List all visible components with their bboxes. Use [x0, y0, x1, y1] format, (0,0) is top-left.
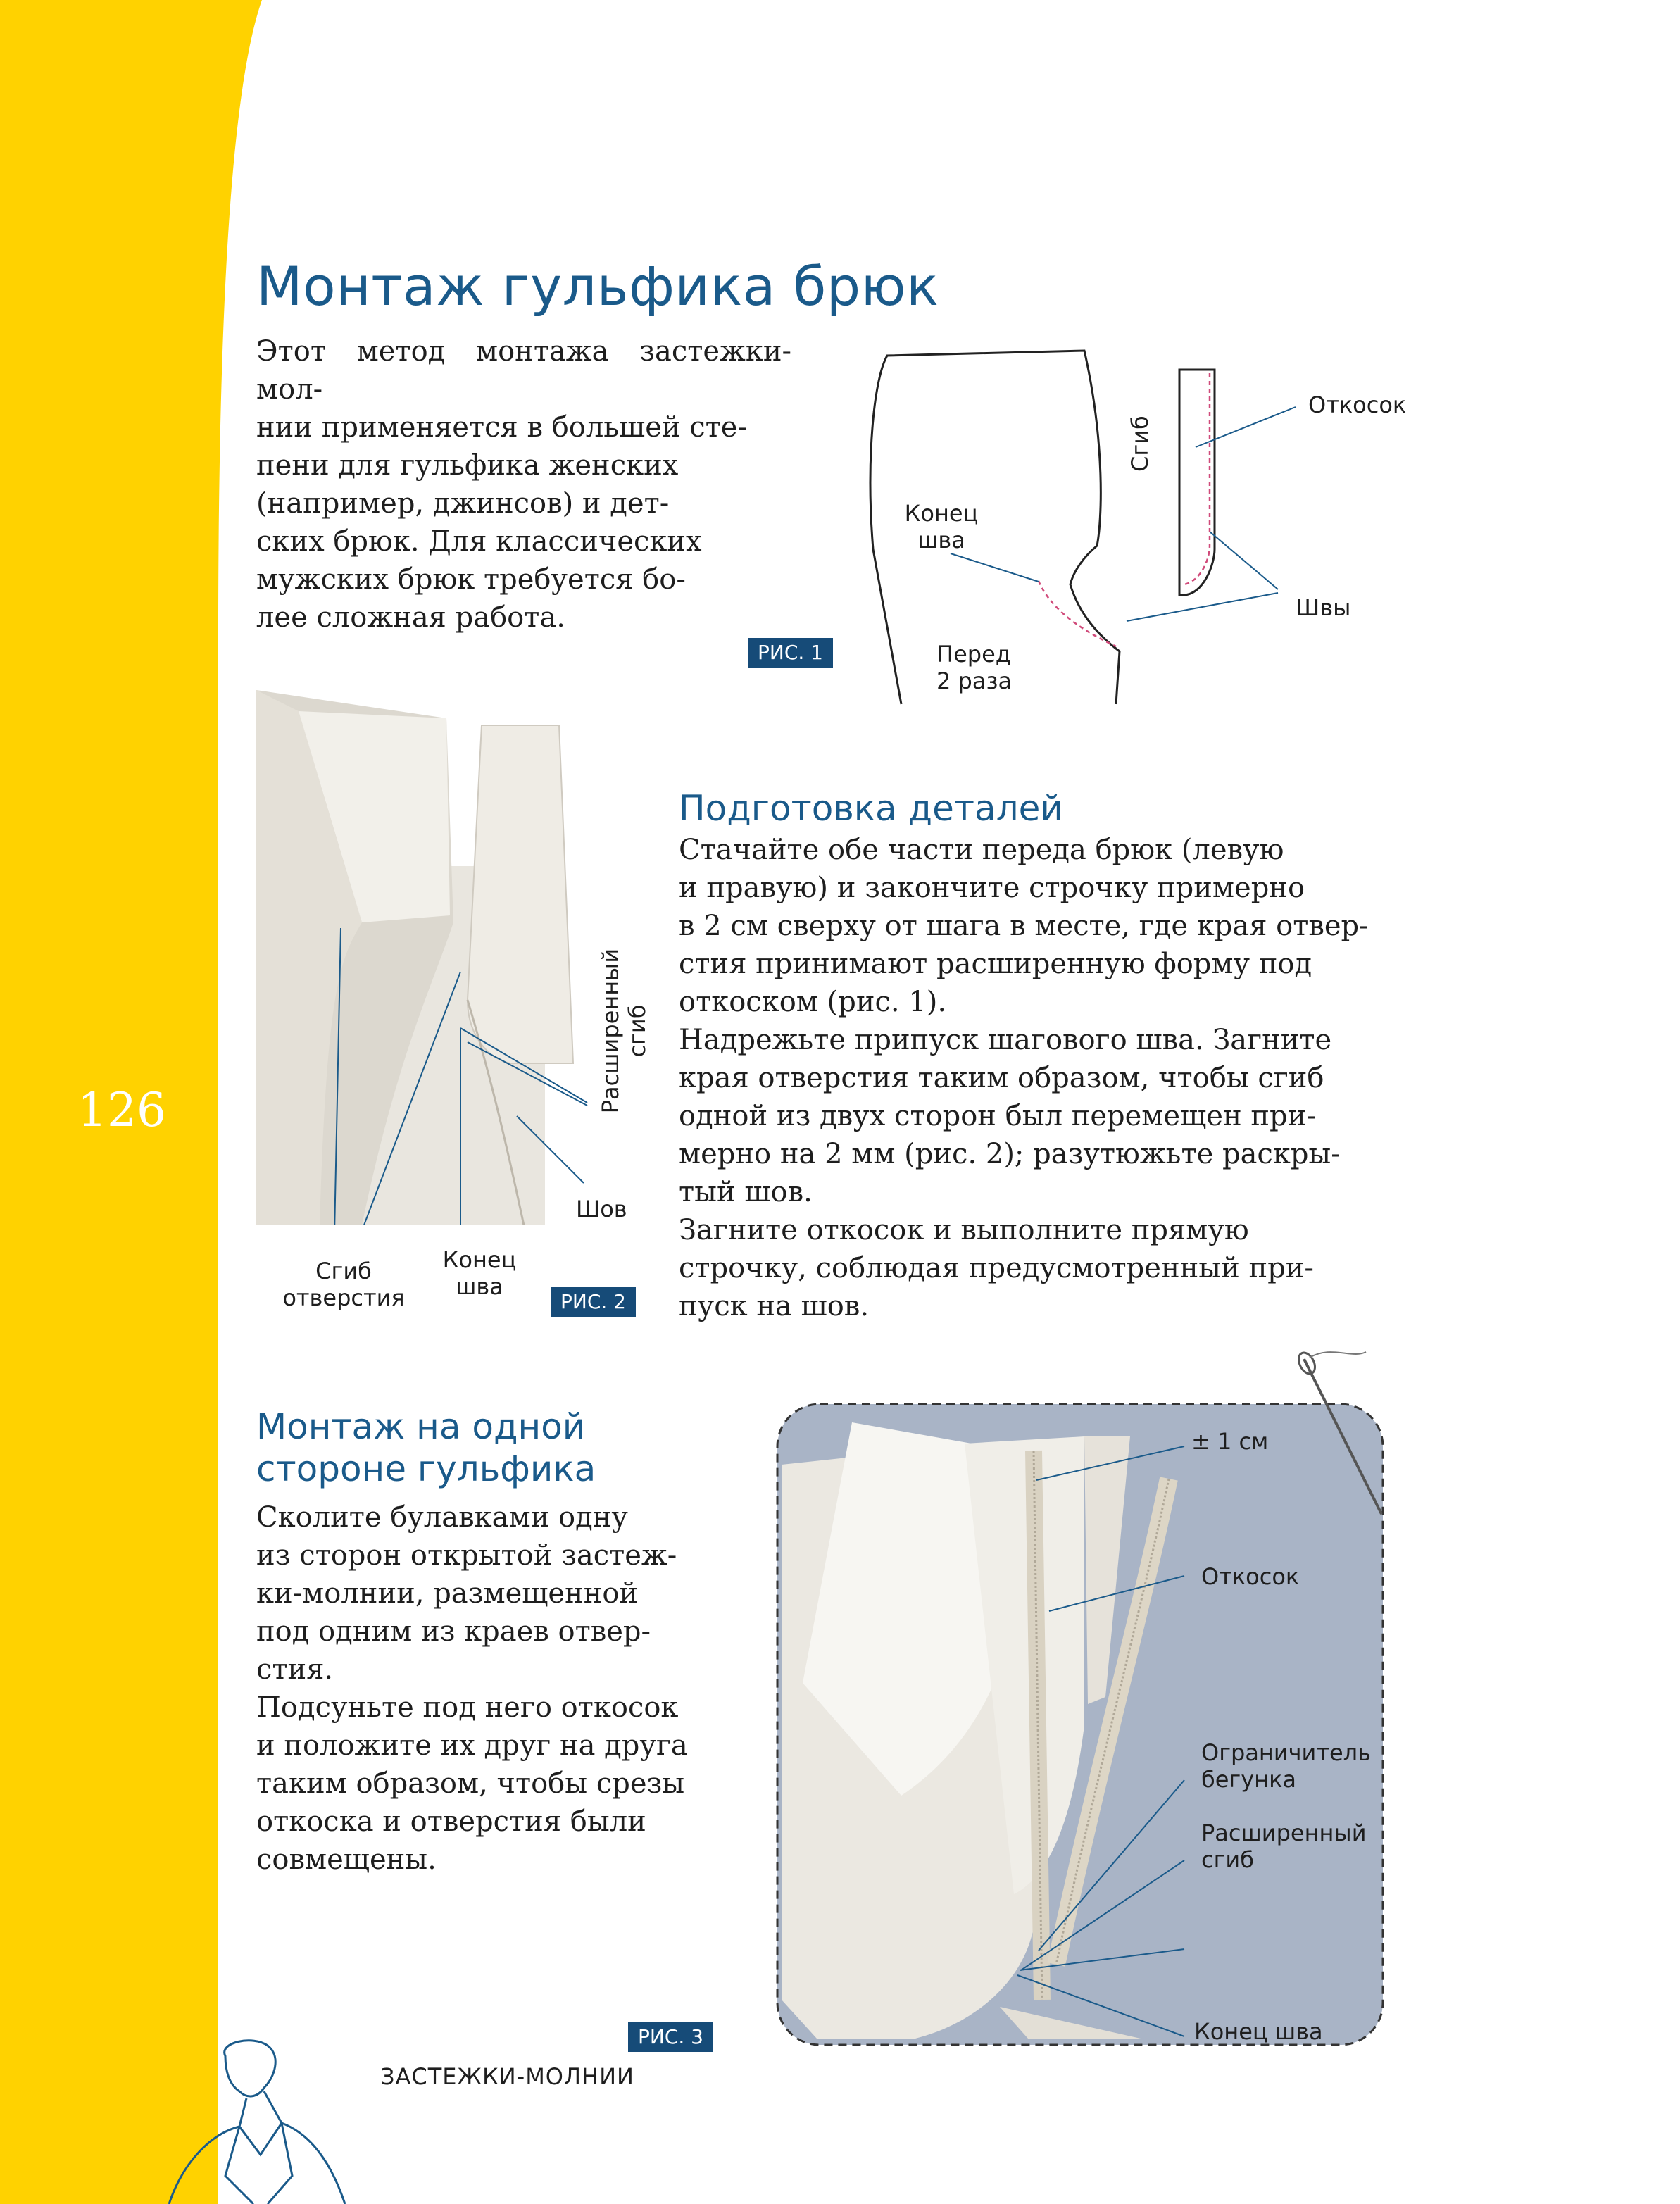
fig1-label-fold: Сгиб	[1127, 415, 1153, 472]
prep-text: Стачайте обе части переда брюк (левую и правую) и закончите строчку примерно в 2 см сверху от шага в месте, где края отвер- стия принимают расширенную форму под откоском (рис. 1). Надрежьте припуск шагового шва. Загните края отверстия таким образом, чтобы сгиб одной из двух сторон был перемещен при- мерно на 2 мм (рис. 2); разутюжьте раскры- тый шов. Загните откосок и выполните прямую строчку, соблюдая предусмотренный при- пуск на шов.	[679, 834, 1369, 1322]
fig3-label-one-cm: ± 1 см	[1191, 1428, 1269, 1455]
fig3-label-facing: Откосок	[1201, 1563, 1300, 1590]
fig3-badge: РИС. 3	[628, 2022, 713, 2052]
page-title: Монтаж гульфика брюк	[256, 255, 939, 318]
fig2-label-seam-end: Конец шва	[442, 1246, 517, 1300]
fig2-label-seam: Шов	[576, 1196, 627, 1222]
fig1-label-seam-end: Конец шва	[904, 500, 979, 553]
intro-line: Этот метод монтажа застежки-мол-	[256, 335, 791, 406]
intro-line: лее сложная работа.	[256, 601, 565, 634]
fig2-label-opening-fold: Сгиб отверстия	[282, 1258, 405, 1311]
mount-text: Сколите булавками одну из сторон открытой застеж- ки-молнии, размещенной под одним из краев отвер- стия. Подсуньте под него откосок и положите их друг на друга таким образом, чтобы срезы откоска и отверстия были совмещены.	[256, 1501, 688, 1876]
fig2-photo	[256, 690, 608, 1225]
intro-line: нии применяется в большей сте-	[256, 411, 747, 444]
intro-line: мужских брюк требуется бо-	[256, 563, 686, 596]
intro-line: ских брюк. Для классических	[256, 525, 702, 558]
woman-illustration	[141, 2035, 373, 2204]
intro-line: пени для гульфика женских	[256, 449, 679, 482]
fig3-label-stop: Ограничитель бегунка	[1201, 1739, 1371, 1793]
fig2-badge: РИС. 2	[551, 1287, 636, 1317]
fig1-label-facing: Откосок	[1308, 392, 1407, 418]
intro-line: (например, джинсов) и дет-	[256, 487, 670, 520]
fig3-label-seam-end: Конец шва	[1194, 2018, 1323, 2045]
fig3-label-wide-fold: Расширенный сгиб	[1201, 1820, 1367, 1873]
prep-heading: Подготовка деталей	[679, 788, 1063, 829]
needle-icon	[1289, 1345, 1401, 1528]
fig2-label-wide-fold: Расширенный сгиб	[597, 948, 651, 1114]
intro-text	[256, 332, 791, 637]
fig1-label-front: Перед 2 раза	[936, 641, 1013, 694]
mount-heading: Монтаж на одной стороне гульфика	[256, 1406, 596, 1489]
footer-section-title: ЗАСТЕЖКИ-МОЛНИИ	[380, 2063, 634, 2090]
page-number: 126	[77, 1083, 166, 1137]
fig1-badge: РИС. 1	[748, 638, 833, 668]
fig1-label-seams: Швы	[1296, 594, 1351, 621]
